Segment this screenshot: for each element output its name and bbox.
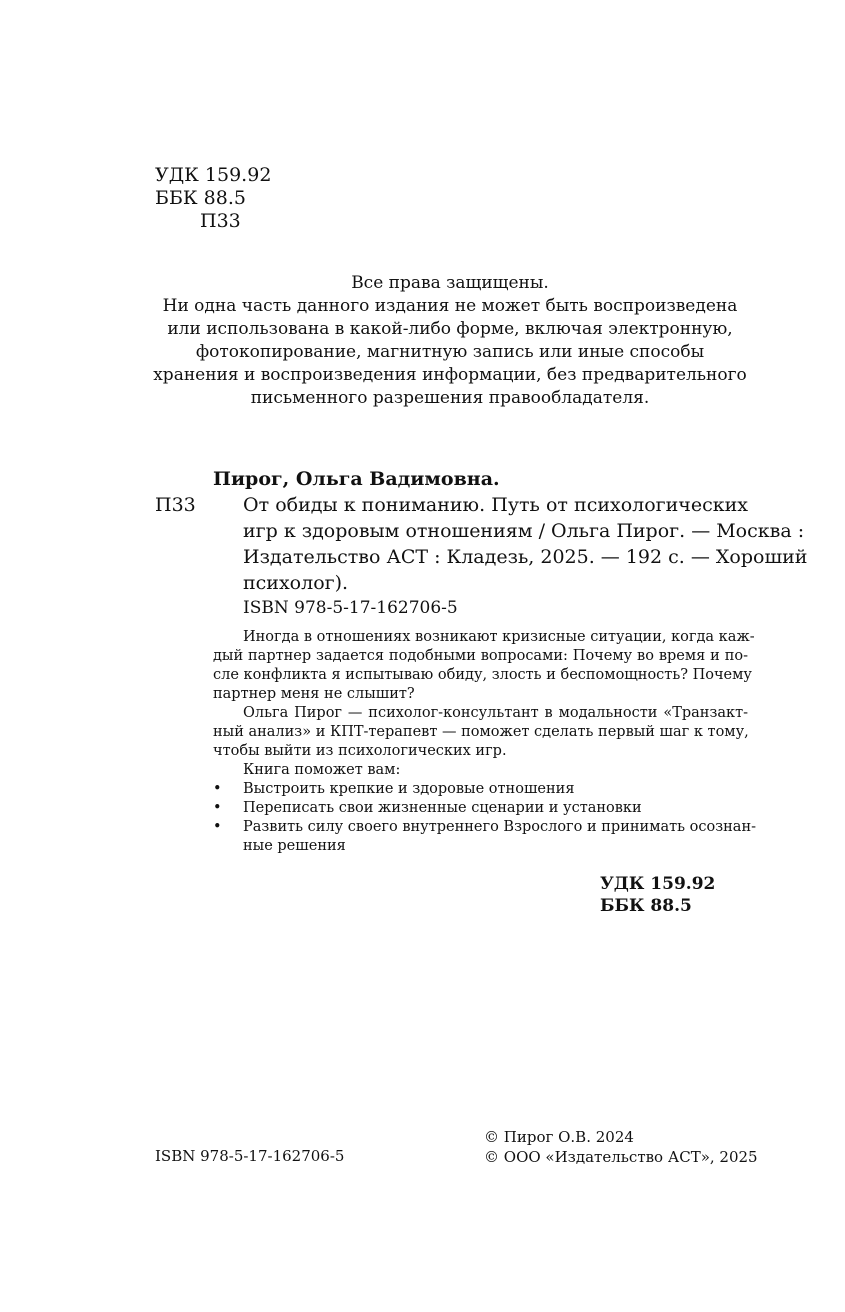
footer-isbn: ISBN 978-5-17-162706-5	[155, 1147, 345, 1165]
bullet-item-continuation: ные решения	[243, 838, 346, 854]
udk-code-bottom: УДК 159.92	[600, 874, 716, 894]
isbn-bib: ISBN 978-5-17-162706-5	[243, 598, 458, 618]
annotation-line: Книга поможет вам:	[243, 762, 401, 778]
annotation-line: чтобы выйти из психологических игр.	[213, 743, 507, 759]
rights-line: Все права защищены.	[351, 273, 549, 293]
annotation-line: партнер меня не слышит?	[213, 686, 415, 702]
bbk-code-top: ББК 88.5	[155, 187, 246, 209]
annotation-line: дый партнер задается подобными вопросами: Почему во время и по-	[213, 648, 748, 664]
rights-notice	[130, 272, 770, 410]
bib-description-line: психолог).	[243, 572, 349, 594]
annotation-line: сле конфликта я испытываю обиду, злость и беспомощность? Почему	[213, 667, 752, 683]
bullet-icon: •	[213, 819, 222, 835]
annotation-line: Ольга Пирог — психолог-консультант в модальности «Транзакт-	[243, 705, 748, 721]
bullet-item: Развить силу своего внутреннего Взрослого и принимать осознан-	[243, 819, 757, 835]
copyright-author: © Пирог О.В. 2024	[484, 1128, 634, 1146]
bullet-icon: •	[213, 800, 222, 816]
annotation-line: Иногда в отношениях возникают кризисные ситуации, когда каж-	[243, 629, 755, 645]
author-heading: Пирог, Ольга Вадимовна.	[213, 468, 500, 490]
copyright-publisher: © ООО «Издательство АСТ», 2025	[484, 1148, 758, 1166]
cutter-code-top: П33	[200, 210, 241, 232]
rights-line: хранения и воспроизведения информации, без предварительного	[153, 365, 747, 385]
cutter-code-bib: П33	[155, 494, 196, 516]
bullet-item: Переписать свои жизненные сценарии и установки	[243, 800, 642, 816]
annotation-line: ный анализ» и КПТ-терапевт — поможет сделать первый шаг к тому,	[213, 724, 749, 740]
bullet-icon: •	[213, 781, 222, 797]
udk-code-top: УДК 159.92	[155, 164, 272, 186]
rights-line: фотокопирование, магнитную запись или иные способы	[195, 342, 705, 362]
bullet-item: Выстроить крепкие и здоровые отношения	[243, 781, 575, 797]
bib-description-line: игр к здоровым отношениям / Ольга Пирог. — Москва :	[243, 520, 805, 542]
bib-description-line: Издательство АСТ : Кладезь, 2025. — 192 с. — Хороший	[243, 546, 808, 568]
bib-description-line: От обиды к пониманию. Путь от психологических	[243, 494, 748, 516]
bbk-code-bottom: ББК 88.5	[600, 896, 692, 916]
rights-line: письменного разрешения правообладателя.	[250, 388, 650, 408]
rights-line: или использована в какой-либо форме, включая электронную,	[167, 319, 733, 339]
rights-line: Ни одна часть данного издания не может быть воспроизведена	[162, 296, 738, 316]
